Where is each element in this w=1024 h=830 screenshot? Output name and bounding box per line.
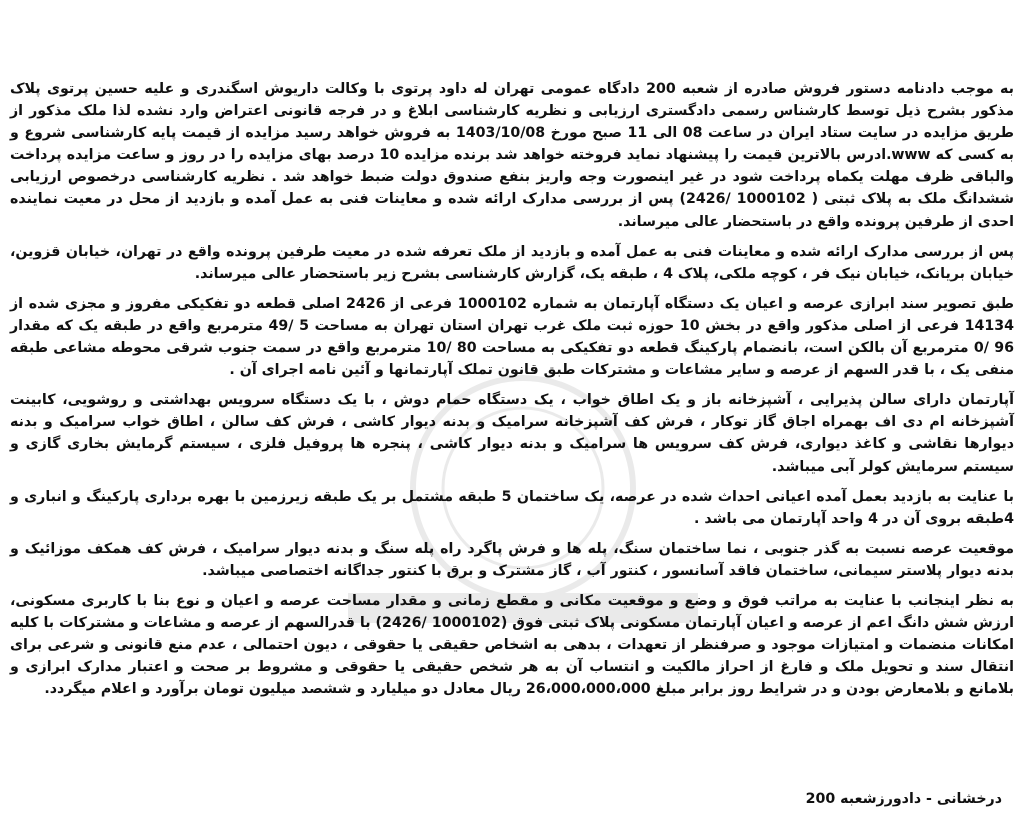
paragraph-intro: به موجب دادنامه دستور فروش صادره از شعبه 200 دادگاه عمومی تهران له داود پرتوی با وکالت داریوش اسگندری و علیه حسین پرتوی پلاک مذکور بشرح ذیل توسط کارشناس رسمی دادگستری ارزیابی و نظریه کارشناسی ابلاغ و در فرجه قانونی اعتراض وارد نشده لذا ملک مذکور از طریق مزایده در سایت ستاد ایران در ساعت 08 الی 11 صبح مورخ 1403/10/08 به فروش خواهد رسید مزایده از قیمت پایه کارشناسی شروع و به کسی که www.ادرس بالاترین قیمت را پیشنهاد نماید فروخته خواهد شد برنده مزایده 10 درصد بهای مزایده را در روز و ساعت مزایده پرداخت والباقی ظرف مهلت یکماه پرداخت شود در غیر اینصورت وجه واریز بنفع صندوق دولت ضبط خواهد شد . نظریه کارشناسی درخصوص ارزیابی ششدانگ ملک به پلاک ثبتی ( 1000102 /2426) پس از بررسی مدارک ارائه شده و معاینات فنی به عمل آمده و بازدید از محل در معیت نماینده احدی از طرفین پرونده واقع در باستحضار عالی میرساند. <box>10 81 1014 230</box>
paragraph-site-position: موقعیت عرصه نسبت به گذر جنوبی ، نما ساختمان سنگ، پله ها و فرش پاگرد راه پله سنگ و بدنه دیوار سرامیک ، فرش کف همکف موزائیک و بدنه دیوار پلاستر سیمانی، ساختمان فاقد آسانسور ، کنتور آب ، گاز مشترک و برق با کنتور جداگانه اختصاصی میباشد. <box>10 540 1014 579</box>
paragraph-apartment-features: آپارتمان دارای سالن پذیرایی ، آشپزخانه باز و یک اطاق خواب ، یک دستگاه حمام دوش ، با یک دستگاه سرویس بهداشتی و روشویی، کابینت آشپزخانه ام دی اف بهمراه اجاق گاز توکار ، فرش کف آشپزخانه سرامیک و بدنه دیوار کاشی ، فرش کف سالن ، اطاق خواب سرامیک و بدنه دیوارها نقاشی و کاغذ دیواری، فرش کف سرویس ها سرامیک و بدنه دیوار کاشی ، پنجره ها پروفیل فلزی ، سیستم گرمایش بخاری گازی و سیستم سرمایش کولر آبی میباشد. <box>10 392 1014 475</box>
signature-line: درخشانی - دادورزشعبه 200 <box>805 791 1002 807</box>
paragraph-valuation: به نظر اینجانب با عنایت به مراتب فوق و وضع و موقعیت مکانی و مقطع زمانی و مقدار مساحت عرصه و اعیان و نوع بنا با کاربری مسکونی، ارزش شش دانگ اعم از عرصه و اعیان آپارتمان مسکونی پلاک ثبتی فوق (1000102 /2426) با قدرالسهم از عرصه و مشاعات و مشترکات با کلیه امکانات منضمات و امتیازات موجود و صرفنظر از تعهدات ، بدهی به اشخاص حقیقی یا حقوقی ، دیون احتمالی ، عدم منع قانونی و شرعی برای انتقال سند و تحویل ملک و فارغ از احراز مالکیت و انتساب آن به هر شخص حقیقی یا حقوقی و مشروط بر صحت و اعتبار مدارک ابرازی و بلامانع و بلامعارض بودن و در شرایط روز برابر مبلغ 26،000،000،000 ریال معادل دو میلیارد و ششصد میلیون تومان برآورد و اعلام میگردد. <box>10 592 1015 698</box>
paragraph-building: با عنایت به بازدید بعمل آمده اعیانی احداث شده در عرصه، یک ساختمان 5 طبقه مشتمل بر یک طبقه زیرزمین با بهره برداری پارکینگ و انباری و 4طبقه بروی آن در 4 واحد آپارتمان می باشد . <box>10 488 1014 527</box>
paragraph-location: پس از بررسی مدارک ارائه شده و معاینات فنی به عمل آمده و بازدید از ملک تعرفه شده در معیت طرفین پرونده واقع در تهران، خیابان قزوین، خیابان بریانک، خیابان نیک فر ، کوچه ملکی، پلاک 4 ، طبقه یک، گزارش کارشناسی بشرح زیر باستحضار عالی میرساند. <box>10 243 1014 282</box>
paragraph-deed: طبق تصویر سند ابرازی عرصه و اعیان یک دستگاه آپارتمان به شماره 1000102 فرعی از 2426 اصلی قطعه دو تفکیکی مفروز و مجزی شده از 14134 فرعی از اصلی مذکور واقع در بخش 10 حوزه ثبت ملک غرب تهران استان تهران به مساحت 5 /49 مترمربع واقع در طبقه یک که مقدار 96 /0 مترمربع آن بالکن است، بانضمام پارکینگ قطعه دو تفکیکی به مساحت 80 /10 مترمربع واقع در سمت جنوب شرقی محوطه مشاعی طبقه منفی یک ، با قدر السهم از عرصه و سایر مشاعات و مشترکات طبق قانون تملک آپارتمانها و آئین نامه اجرای آن . <box>10 295 1015 379</box>
auction-notice-document <box>8 78 1016 818</box>
